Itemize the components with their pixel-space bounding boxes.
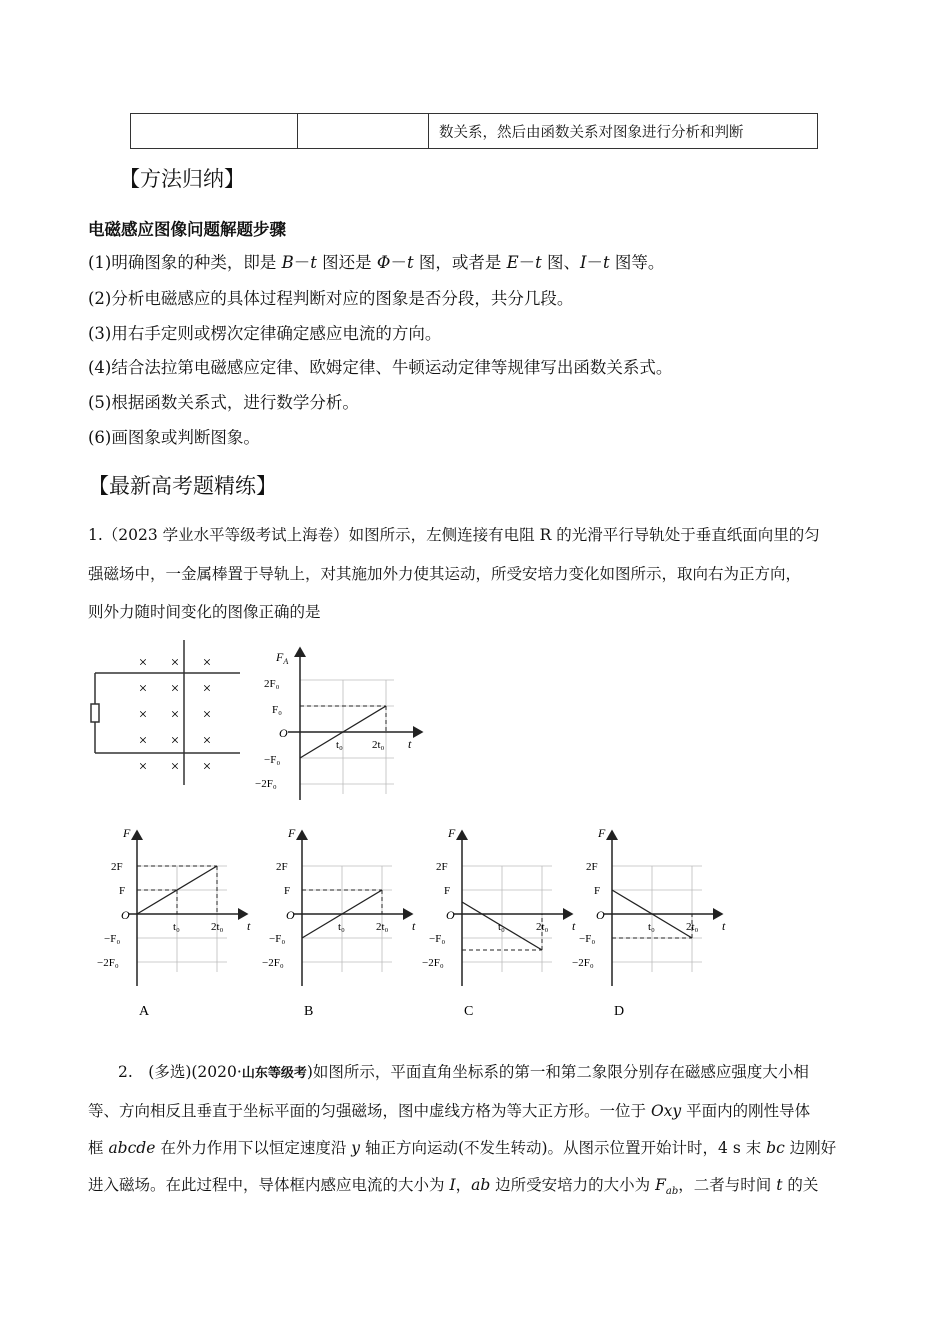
q2-line-4: 进入磁场。在此过程中，导体框内感应电流的大小为 I，ab 边所受安培力的大小为 $F_{ab}$，二者与时间 t 的关 — [88, 1176, 819, 1198]
tick-label: 2t₀ — [686, 921, 699, 933]
y-axis-label: F — [448, 826, 456, 840]
tick-label: t₀ — [173, 921, 180, 933]
field-x-mark: × — [138, 733, 148, 749]
tick-label: t₀ — [336, 739, 343, 751]
table-divider — [297, 114, 298, 148]
tick-label: 2t₀ — [372, 739, 385, 751]
tick-label: 2F — [276, 861, 288, 873]
method-table-row — [130, 113, 818, 149]
tick-label: F — [284, 885, 291, 897]
tick-label: 2t₀ — [211, 921, 224, 933]
q1-line-3: 则外力随时间变化的图像正确的是 — [88, 603, 321, 621]
tick-label: F — [594, 885, 601, 897]
tick-label: −2F₀ — [97, 957, 119, 969]
method-step-6: (6)画图象或判断图象。 — [88, 428, 260, 447]
tick-label: −F₀ — [269, 933, 286, 945]
table-divider — [428, 114, 429, 148]
x-axis-label: t — [722, 919, 726, 933]
field-x-mark: × — [138, 707, 148, 723]
tick-label: −2F₀ — [255, 778, 277, 790]
option-label: A — [139, 1004, 150, 1019]
x-axis-label: t — [247, 919, 251, 933]
option-label: C — [464, 1004, 474, 1019]
method-step-3: (3)用右手定则或楞次定律确定感应电流的方向。 — [88, 324, 442, 343]
field-x-mark: × — [138, 759, 148, 775]
field-x-mark: × — [170, 655, 180, 671]
method-step-5: (5)根据函数关系式，进行数学分析。 — [88, 393, 359, 412]
field-x-mark: × — [138, 655, 148, 671]
field-x-mark: × — [138, 681, 148, 697]
q1-line-1: 1.（2023 学业水平等级考试上海卷）如图所示，左侧连接有电阻 R 的光滑平行导轨处于垂直纸面向里的匀 — [88, 526, 820, 544]
q2-line-2: 等、方向相反且垂直于坐标平面的匀强磁场，图中虚线方格为等大正方形。一位于 Oxy 平面内的刚性导体 — [88, 1102, 811, 1120]
tick-label: F — [119, 885, 126, 897]
field-x-mark: × — [202, 655, 212, 671]
fa-graph — [250, 640, 430, 800]
tick-label: t₀ — [498, 921, 505, 933]
tick-label: −F₀ — [429, 933, 446, 945]
field-x-mark: × — [170, 759, 180, 775]
q2-line-3: 框 abcde 在外力作用下以恒定速度沿 y 轴正方向运动(不发生转动)。从图示位置开始计时，4 s 末 bc 边刚好 — [88, 1139, 837, 1157]
x-axis-label: t — [408, 737, 412, 751]
section-heading-method: 【方法归纳】 — [119, 167, 245, 191]
y-axis-label: F — [123, 826, 131, 840]
resistor-icon — [91, 704, 99, 722]
field-x-mark: × — [170, 681, 180, 697]
tick-label: O — [279, 726, 288, 740]
tick-label: −2F₀ — [422, 957, 444, 969]
q2-line-1: 2. (多选)(2020·山东等级考)如图所示，平面直角坐标系的第一和第二象限分别存在磁感应强度大小相 — [118, 1063, 809, 1081]
option-graph-b — [262, 825, 425, 1025]
q1-line-2: 强磁场中，一金属棒置于导轨上，对其施加外力使其运动，所受安培力变化如图所示，取向右为正方向， — [88, 565, 802, 583]
tick-label: 2F — [111, 861, 123, 873]
option-graph-a — [97, 825, 260, 1025]
tick-label: F₀ — [272, 704, 282, 716]
field-x-mark: × — [202, 733, 212, 749]
method-step-4: (4)结合法拉第电磁感应定律、欧姆定律、牛顿运动定律等规律写出函数关系式。 — [88, 358, 673, 377]
y-axis-label: F — [288, 826, 296, 840]
tick-label: 2F₀ — [264, 678, 280, 690]
option-graph-d — [572, 825, 735, 1025]
tick-label: −2F₀ — [262, 957, 284, 969]
method-step-2: (2)分析电磁感应的具体过程判断对应的图象是否分段，共分几段。 — [88, 289, 574, 308]
tick-label: F — [444, 885, 451, 897]
option-graph-c — [422, 825, 585, 1025]
tick-label: t₀ — [338, 921, 345, 933]
tick-label: 2F — [586, 861, 598, 873]
x-axis-label: t — [412, 919, 416, 933]
field-x-mark: × — [202, 707, 212, 723]
tick-label: O — [446, 908, 455, 922]
section-heading-practice: 【最新高考题精练】 — [88, 474, 277, 498]
tick-label: O — [596, 908, 605, 922]
option-label: D — [614, 1004, 625, 1019]
field-x-mark: × — [202, 759, 212, 775]
method-step-1: (1)明确图象的种类，即是 B－t 图还是 Φ－t 图，或者是 E－t 图、I－t 图等。 — [88, 253, 665, 272]
tick-label: −F₀ — [264, 754, 281, 766]
y-axis-label: F — [598, 826, 606, 840]
field-x-mark: × — [170, 733, 180, 749]
field-x-mark: × — [170, 707, 180, 723]
tick-label: t₀ — [648, 921, 655, 933]
tick-label: 2t₀ — [376, 921, 389, 933]
tick-label: O — [121, 908, 130, 922]
tick-label: 2F — [436, 861, 448, 873]
tick-label: −2F₀ — [572, 957, 594, 969]
method-subtitle: 电磁感应图像问题解题步骤 — [88, 220, 286, 239]
y-axis-label: $F_A$ — [276, 650, 289, 666]
field-x-mark: × — [202, 681, 212, 697]
tick-label: −F₀ — [104, 933, 121, 945]
tick-label: 2t₀ — [536, 921, 549, 933]
tick-label: O — [286, 908, 295, 922]
x-axis-label: t — [572, 919, 576, 933]
circuit-diagram — [85, 640, 245, 785]
tick-label: −F₀ — [579, 933, 596, 945]
option-label: B — [304, 1004, 314, 1019]
table-cell: 数关系，然后由函数关系对图象进行分析和判断 — [439, 125, 744, 141]
